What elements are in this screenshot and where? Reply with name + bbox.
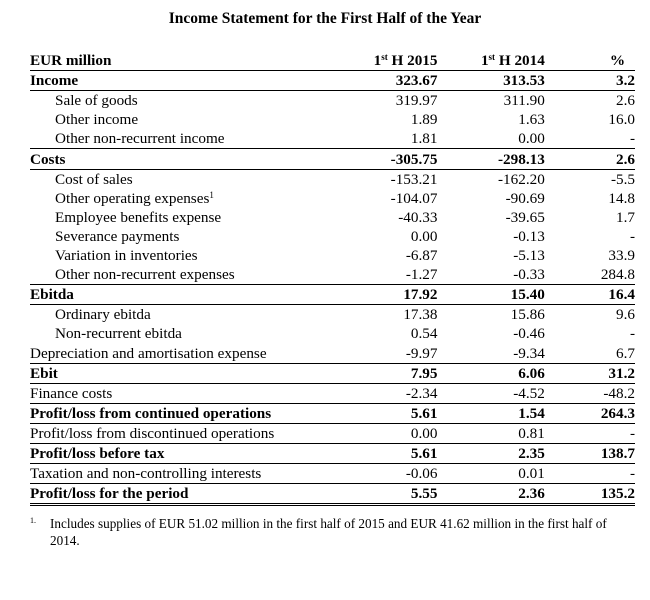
row-percent-change: 16.4 [545, 285, 635, 305]
table-row [30, 484, 635, 505]
row-value-2014: 6.06 [437, 363, 544, 383]
row-value-2014: -0.33 [437, 265, 544, 285]
table-row [30, 285, 635, 305]
table-row [30, 169, 635, 189]
header-h1-2014: 1st H 2014 [437, 51, 544, 71]
row-label: Finance costs [30, 383, 317, 403]
row-label: Profit/loss before tax [30, 443, 317, 463]
row-value-2015: 17.92 [317, 285, 437, 305]
row-value-2014: -298.13 [437, 149, 544, 169]
row-percent-change: 31.2 [545, 363, 635, 383]
table-row [30, 305, 635, 325]
row-value-2014: -0.46 [513, 325, 545, 343]
table-body [30, 71, 635, 505]
row-value-2014: -162.20 [498, 170, 545, 188]
table-row [30, 463, 635, 483]
row-value-2015: -9.97 [317, 343, 437, 363]
row-value-2014: -9.34 [437, 343, 544, 363]
row-value-2015: -0.06 [317, 463, 437, 483]
row-value-2014: 313.53 [437, 71, 544, 91]
row-percent-change: 3.2 [545, 71, 635, 91]
row-value-2014: 311.90 [503, 92, 545, 110]
row-value-2014: -5.13 [513, 247, 545, 265]
row-percent-change: 14.8 [608, 189, 635, 207]
row-percent-change: 284.8 [545, 265, 635, 285]
row-percent-change: 9.6 [616, 306, 635, 324]
row-label: Other non-recurrent income [30, 129, 317, 149]
table-row [30, 383, 635, 403]
row-percent-change: - [545, 129, 635, 149]
row-label: Severance payments [55, 227, 180, 245]
table-row [30, 227, 635, 246]
row-label: Taxation and non-controlling interests [30, 463, 317, 483]
row-value-2015: 319.97 [395, 92, 438, 110]
row-label: Other income [55, 111, 139, 129]
row-value-2014: -4.52 [437, 383, 544, 403]
table-row [30, 363, 635, 383]
row-value-2015: -2.34 [317, 383, 437, 403]
row-value-2015: 323.67 [317, 71, 437, 91]
row-percent-change: - [545, 423, 635, 443]
row-label: Variation in inventories [55, 247, 198, 265]
table-row [30, 343, 635, 363]
row-value-2015: -104.07 [390, 189, 438, 207]
row-percent-change: - [629, 227, 635, 245]
row-value-2015: -153.21 [390, 170, 438, 188]
table-row [30, 443, 635, 463]
row-value-2014: -90.69 [505, 189, 545, 207]
row-label: Profit/loss for the period [30, 484, 317, 505]
row-value-2015: 5.55 [317, 484, 437, 505]
row-percent-change: 138.7 [545, 443, 635, 463]
row-label: Other operating expenses$^1$ [55, 189, 214, 207]
row-value-2014: 15.40 [437, 285, 544, 305]
table-row [30, 71, 635, 91]
header-eur-million: EUR million [30, 51, 317, 71]
row-label: Profit/loss from discontinued operations [30, 423, 317, 443]
table-row [30, 403, 635, 423]
row-label: Costs [30, 149, 317, 169]
row-percent-change: -5.5 [610, 170, 635, 188]
table-row [30, 265, 635, 285]
footnote-ref: 1 [209, 189, 214, 200]
header-h1-2015: 1st H 2015 [317, 51, 437, 71]
header-percent: % [545, 51, 635, 71]
row-label: Ordinary ebitda [55, 306, 151, 324]
table-header-row [30, 51, 635, 71]
row-value-2015: 5.61 [317, 403, 437, 423]
row-label: Ebit [30, 363, 317, 383]
table-row [30, 129, 635, 149]
row-percent-change: 2.6 [616, 92, 635, 110]
income-statement-table [30, 51, 635, 506]
footnote-text: Includes supplies of EUR 51.02 million in the first half of 2015 and EUR 41.62 million in the first half of 2014. [50, 516, 607, 548]
row-value-2014: 15.86 [510, 306, 545, 324]
row-value-2015: -40.33 [398, 208, 438, 226]
row-value-2015: -1.27 [317, 265, 437, 285]
row-label: Ebitda [30, 285, 317, 305]
row-label: Employee benefits expense [55, 208, 222, 226]
row-percent-change: 6.7 [545, 343, 635, 363]
row-percent-change: 2.6 [545, 149, 635, 169]
row-value-2015: 17.38 [403, 306, 438, 324]
row-percent-change: 135.2 [545, 484, 635, 505]
row-value-2014: 1.63 [518, 111, 545, 129]
row-label: Sale of goods [55, 92, 138, 110]
row-percent-change: 16.0 [608, 111, 635, 129]
footnote-marker: 1. [30, 516, 36, 525]
row-percent-change: -48.2 [545, 383, 635, 403]
statement-title: Income Statement for the First Half of the Year [168, 10, 482, 27]
row-value-2014: 2.35 [437, 443, 544, 463]
row-value-2015: 1.81 [317, 129, 437, 149]
table-row [30, 208, 635, 227]
table-row [30, 423, 635, 443]
row-value-2014: 1.54 [437, 403, 544, 423]
row-value-2015: 0.00 [317, 423, 437, 443]
row-percent-change: 33.9 [608, 247, 635, 265]
row-value-2014: -0.13 [513, 227, 545, 245]
table-row [30, 189, 635, 208]
row-label: Profit/loss from continued operations [30, 403, 317, 423]
footnote [30, 515, 630, 549]
row-value-2015: 7.95 [317, 363, 437, 383]
row-value-2015: 1.89 [410, 111, 438, 129]
row-value-2015: -6.87 [405, 247, 438, 265]
table-row [30, 324, 635, 343]
row-value-2015: 0.54 [410, 325, 438, 343]
row-value-2015: 5.61 [317, 443, 437, 463]
row-value-2015: -305.75 [317, 149, 437, 169]
row-label: Income [30, 71, 317, 91]
row-percent-change: 264.3 [545, 403, 635, 423]
table-row [30, 246, 635, 265]
row-value-2014: -39.65 [505, 208, 545, 226]
row-label: Cost of sales [55, 170, 133, 188]
row-label: Depreciation and amortisation expense [30, 343, 317, 363]
row-percent-change: - [629, 325, 635, 343]
row-percent-change: - [545, 463, 635, 483]
row-value-2014: 0.81 [437, 423, 544, 443]
row-value-2015: 0.00 [410, 227, 438, 245]
table-row [30, 91, 635, 111]
row-value-2014: 2.36 [437, 484, 544, 505]
row-label: Non-recurrent ebitda [55, 325, 182, 343]
table-row [30, 110, 635, 129]
row-percent-change: 1.7 [616, 208, 635, 226]
row-value-2014: 0.00 [437, 129, 544, 149]
row-label: Other non-recurrent expenses [30, 265, 317, 285]
row-value-2014: 0.01 [437, 463, 544, 483]
table-row [30, 149, 635, 169]
